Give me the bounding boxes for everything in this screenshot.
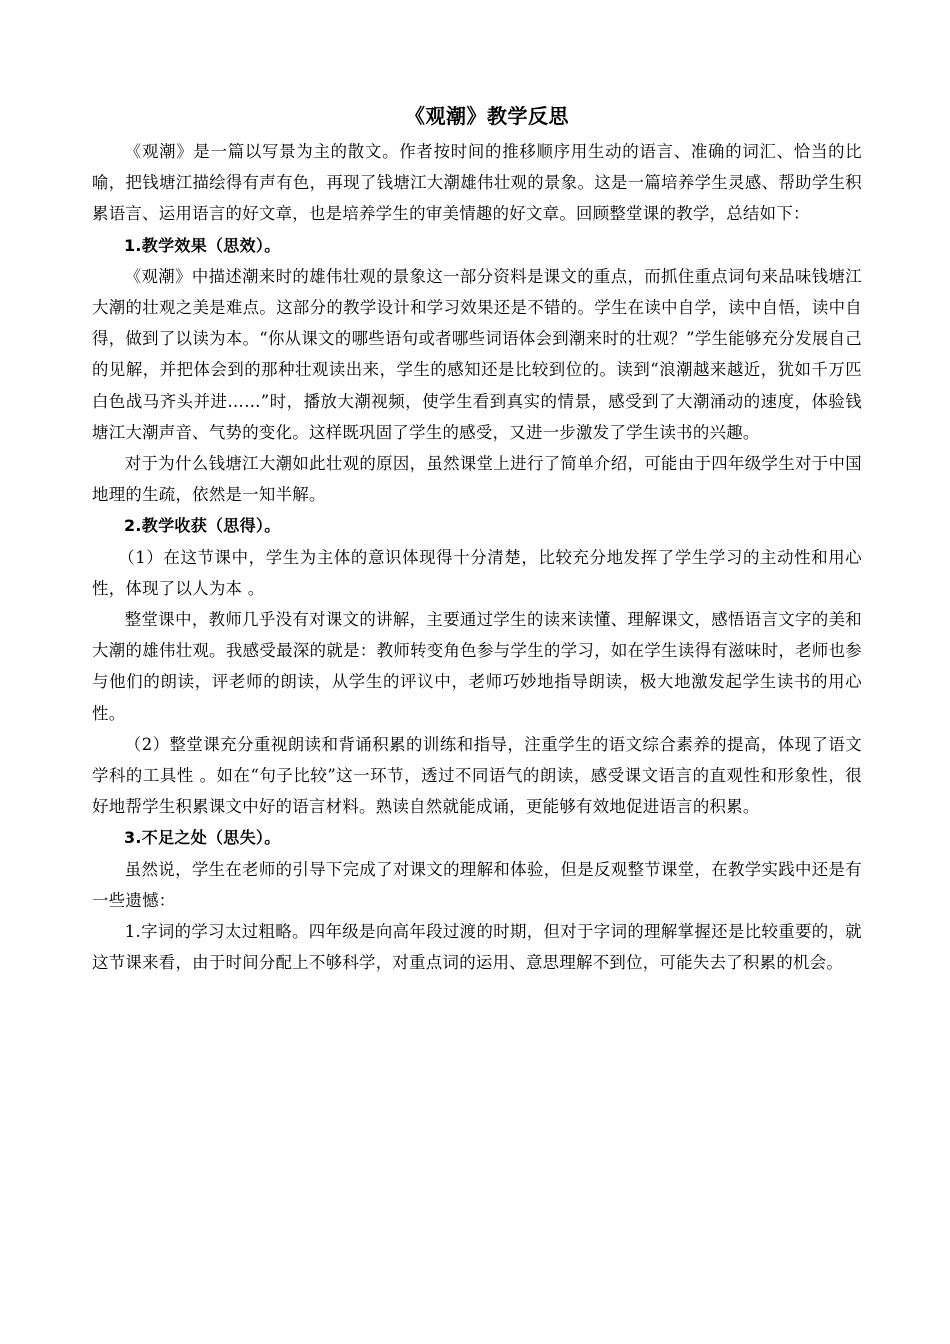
section-heading-gain: 2.教学收获（思得）。 [124,516,281,536]
document-page [92,96,862,978]
intro-paragraph: 《观潮》是一篇以写景为主的散文。作者按时间的推移顺序用生动的语言、准确的词汇、恰当的比喻，把钱塘江描绘得有声有色，再现了钱塘江大潮雄伟壮观的景象。这是一篇培养学生灵感、帮助学生积累语言、运用语言的好文章，也是培养学生的审美情趣的好文章。回顾整堂课的教学，总结如下： [92,142,862,224]
shortcoming-point-1: 1.字词的学习太过粗略。四年级是向高年段过渡的时期，但对于字词的理解掌握还是比较重要的，就这节课来看，由于时间分配上不够科学，对重点词的运用、意思理解不到位，可能失去了积累的机会。 [92,922,862,973]
section-heading-effect: 1.教学效果（思效）。 [124,235,281,255]
section-heading-shortcoming: 3.不足之处（思失）。 [124,828,281,848]
effect-paragraph: 《观潮》中描述潮来时的雄伟壮观的景象这一部分资料是课文的重点，而抓住重点词句来品味钱塘江大潮的壮观之美是难点。这部分的教学设计和学习效果还是不错的。学生在读中自学，读中自悟，读中自得，做到了以读为本。“你从课文的哪些语句或者哪些词语体会到潮来时的壮观？”学生能够充分发展自己的见解，并把体会到的那种壮观读出来，学生的感知还是比较到位的。读到“浪潮越来越近，犹如千万匹白色战马齐头并进……”时，播放大潮视频，使学生看到真实的情景，感受到了大潮涌动的速度，体验钱塘江大潮声音、气势的变化。这样既巩固了学生的感受，又进一步激发了学生读书的兴趣。 [92,266,862,442]
gain-point-1: （1）在这节课中，学生为主体的意识体现得十分清楚，比较充分地发挥了学生学习的主动性和用心性，体现了以人为本 。 [92,547,862,598]
shortcoming-intro: 虽然说，学生在老师的引导下完成了对课文的理解和体验，但是反观整节课堂，在教学实践中还是有一些遗憾： [92,859,862,910]
effect-paragraph-2: 对于为什么钱塘江大潮如此壮观的原因，虽然课堂上进行了简单介绍，可能由于四年级学生对于中国地理的生疏，依然是一知半解。 [92,454,862,505]
gain-paragraph: 整堂课中，教师几乎没有对课文的讲解，主要通过学生的读来读懂、理解课文，感悟语言文字的美和大潮的雄伟壮观。我感受最深的就是：教师转变角色参与学生的学习，如在学生读得有滋味时，老师也参与他们的朗读，评老师的朗读，从学生的评议中，老师巧妙地指导朗读，极大地激发起学生读书的用心性。 [92,610,862,723]
gain-point-2: （2）整堂课充分重视朗读和背诵积累的训练和指导，注重学生的语文综合素养的提高，体现了语文学科的工具性 。如在“句子比较”这一环节，透过不同语气的朗读，感受课文语言的直观性和形象性，很好地帮学生积累课文中好的语言材料。熟读自然就能成诵，更能够有效地促进语言的积累。 [92,734,862,817]
document-title: 《观潮》教学反思 [405,104,569,128]
